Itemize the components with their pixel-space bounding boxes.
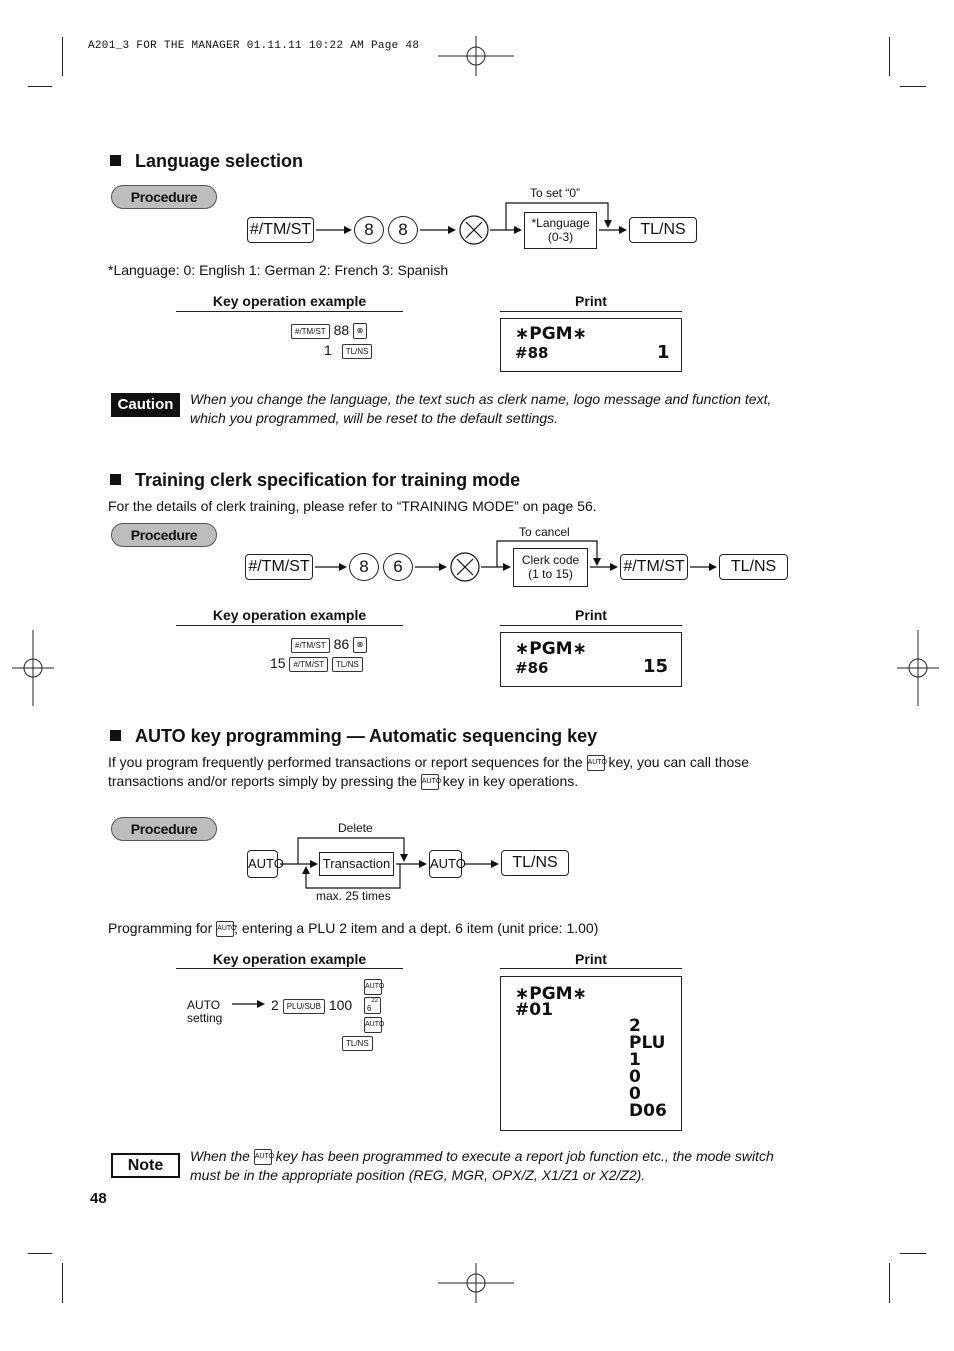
- receipt-line: 0: [629, 1084, 641, 1104]
- delete-label: Delete: [338, 821, 373, 835]
- print-head: Print: [575, 951, 607, 967]
- receipt-item-lines: [629, 1018, 667, 1120]
- receipt-line: ∗PGM∗: [515, 324, 587, 344]
- section-title-text: Language selection: [135, 151, 304, 171]
- caution-text: When you change the language, the text such as clerk name, logo message and function text,: [190, 391, 772, 407]
- section-desc: [108, 754, 749, 771]
- dept-key-sub: 22: [371, 998, 378, 1004]
- auto-setting-label: AUTO: [187, 998, 221, 1012]
- desc-text: transactions and/or reports simply by pressing the: [108, 773, 417, 789]
- key-tlns: TL/NS: [629, 217, 697, 243]
- receipt-line: 1: [657, 342, 670, 363]
- box-line: *Language: [531, 216, 590, 230]
- example-value: 88: [333, 322, 350, 338]
- key-dept-6: [364, 997, 381, 1014]
- example-value: 86: [333, 636, 350, 652]
- procedure-label: Procedure: [111, 523, 217, 547]
- procedure-label: Procedure: [111, 817, 217, 841]
- example-value: 2: [271, 997, 279, 1013]
- programming-desc: [108, 920, 598, 937]
- key-example-line: [270, 655, 363, 672]
- key-digit-6: 6: [383, 553, 413, 581]
- note-text: must be in the appropriate position (REG, MGR, OPX/Z, X1/Z1 or X2/Z2).: [190, 1167, 646, 1183]
- section-title-text: AUTO key programming — Automatic sequencing key: [135, 726, 598, 746]
- auto-key-icon: AUTO: [254, 1149, 272, 1165]
- receipt-line: 2: [629, 1016, 641, 1036]
- key-tlns: TL/NS: [501, 850, 569, 876]
- multiply-key-icon: ⊗: [353, 637, 367, 653]
- receipt-line: 15: [643, 656, 669, 677]
- example-value: 100: [328, 997, 353, 1013]
- page-number: 48: [90, 1190, 107, 1207]
- section-desc: For the details of clerk training, please refer to “TRAINING MODE” on page 56.: [108, 498, 597, 514]
- desc-text: key, you can call those: [608, 754, 750, 770]
- box-line: (1 to 15): [528, 567, 573, 581]
- example-value: 15: [270, 655, 286, 671]
- key-digit-8: 8: [349, 553, 379, 581]
- key-example-head: Key operation example: [212, 951, 367, 967]
- loop-label: To set “0”: [530, 186, 581, 200]
- caution-badge: Caution: [111, 393, 180, 417]
- key-digit-8: 8: [388, 216, 418, 244]
- box-line: Clerk code: [521, 553, 580, 567]
- example-value: 1: [324, 342, 332, 358]
- key-example-line: [324, 342, 372, 359]
- note-text: [190, 1148, 774, 1165]
- desc-text: Programming for: [108, 920, 213, 936]
- note-text-part: key has been programmed to execute a report job function etc., the mode switch: [275, 1148, 774, 1164]
- desc-text: If you program frequently performed transactions or report sequences for the: [108, 754, 583, 770]
- receipt-print: [500, 976, 682, 1131]
- receipt-line: 1: [629, 1050, 641, 1070]
- receipt-line: #01: [515, 1000, 553, 1020]
- key-example-line: [271, 997, 352, 1014]
- file-info-header: A201_3 FOR THE MANAGER 01.11.11 10:22 AM Page 48: [88, 40, 420, 52]
- key-example-head: Key operation example: [212, 607, 367, 623]
- auto-key-icon: AUTO: [587, 755, 605, 771]
- multiply-key-icon: ⊗: [353, 323, 367, 339]
- key-example-line: [291, 322, 367, 339]
- receipt-line: ∗PGM∗: [515, 984, 587, 1004]
- auto-key-icon: AUTO: [216, 921, 234, 937]
- key-tlns: TL/NS: [342, 1036, 373, 1051]
- key-tmst: #/TM/ST: [620, 554, 688, 580]
- desc-text: ; entering a PLU 2 item and a dept. 6 item (unit price: 1.00): [234, 920, 599, 936]
- note-badge: Note: [111, 1153, 180, 1178]
- receipt-print: [500, 632, 682, 687]
- section-title-training: [110, 470, 520, 491]
- box-line: (0-3): [547, 230, 574, 244]
- clerk-code-box: [513, 548, 588, 587]
- key-tmst: #/TM/ST: [291, 638, 330, 653]
- max-label: max. 25 times: [316, 889, 391, 903]
- receipt-line: PLU: [629, 1033, 666, 1053]
- section-title-language: [110, 151, 303, 172]
- loop-label: To cancel: [519, 525, 570, 539]
- note-text-part: When the: [190, 1148, 250, 1164]
- section-title-text: Training clerk specification for training mode: [135, 470, 521, 490]
- bullet-square-icon: [110, 474, 121, 485]
- key-tlns: TL/NS: [342, 344, 373, 359]
- procedure-label: Procedure: [111, 185, 217, 209]
- receipt-line: 0: [629, 1067, 641, 1087]
- key-tmst: #/TM/ST: [289, 657, 328, 672]
- receipt-line: ∗PGM∗: [515, 639, 587, 659]
- transaction-box: Transaction: [319, 852, 394, 876]
- receipt-line: #88: [515, 344, 549, 362]
- bullet-square-icon: [110, 730, 121, 741]
- key-digit-8: 8: [354, 216, 384, 244]
- receipt-line: #86: [515, 659, 549, 677]
- language-input-box: [524, 212, 597, 249]
- key-auto: AUTO: [429, 850, 462, 878]
- key-tmst: #/TM/ST: [291, 324, 330, 339]
- bullet-square-icon: [110, 155, 121, 166]
- key-tlns: TL/NS: [332, 657, 363, 672]
- desc-text: key in key operations.: [442, 773, 579, 789]
- key-auto: AUTO: [364, 1017, 382, 1033]
- auto-key-icon: AUTO: [421, 774, 439, 790]
- language-note: *Language: 0: English 1: German 2: French 3: Spanish: [108, 262, 449, 278]
- key-example-line: [291, 636, 367, 653]
- key-example-head: Key operation example: [212, 293, 367, 309]
- print-head: Print: [575, 607, 607, 623]
- key-tmst: #/TM/ST: [247, 217, 314, 243]
- receipt-print: [500, 318, 682, 372]
- auto-setting-label: setting: [187, 1011, 223, 1025]
- caution-text: which you programmed, will be reset to the default settings.: [190, 410, 559, 426]
- key-plu-sub: PLU/SUB: [283, 999, 325, 1014]
- dept-key-num: 6: [367, 1004, 372, 1013]
- section-desc: [108, 773, 578, 790]
- print-head: Print: [575, 293, 607, 309]
- receipt-line: D06: [629, 1101, 667, 1121]
- arrow-right-icon: [230, 998, 266, 1010]
- key-auto: AUTO: [364, 979, 382, 995]
- key-auto: AUTO: [247, 850, 278, 878]
- key-tmst: #/TM/ST: [245, 554, 313, 580]
- key-tlns: TL/NS: [719, 554, 788, 580]
- section-title-auto: [110, 726, 597, 747]
